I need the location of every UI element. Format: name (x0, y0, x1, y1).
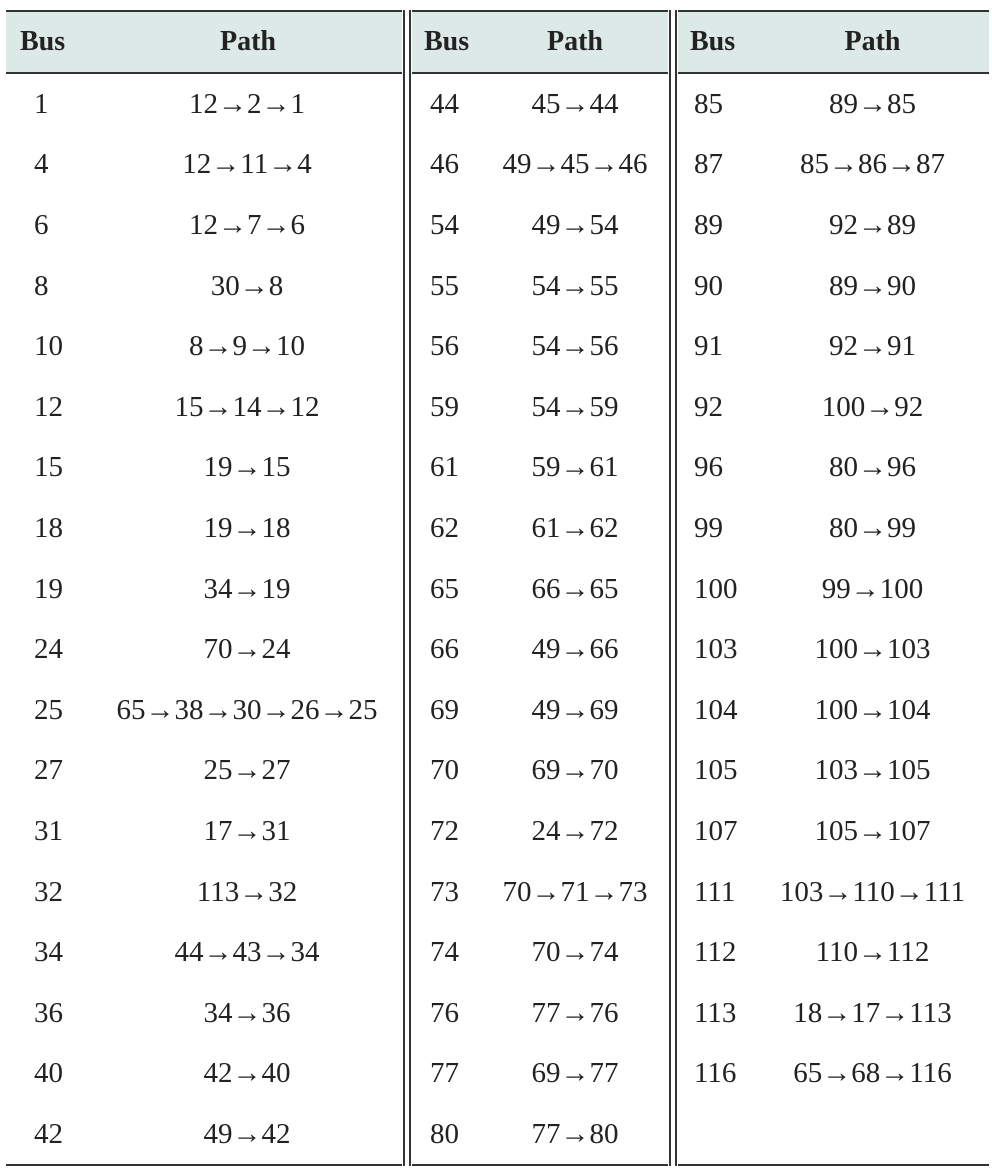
table-row (412, 195, 668, 256)
path-cell: 49→45→46 (502, 148, 648, 181)
table-row (6, 1044, 402, 1105)
table-row (412, 559, 668, 620)
table-group-1 (6, 10, 402, 1166)
bus-cell: 99 (694, 511, 723, 544)
table-row (412, 922, 668, 983)
header-bus: Bus (412, 12, 482, 73)
table-row (678, 316, 989, 377)
bus-cell: 103 (694, 633, 738, 666)
bus-cell: 44 (430, 87, 459, 120)
path-cell: 113→32 (196, 875, 298, 908)
path-cell: 54→56 (531, 330, 619, 363)
table-row (678, 741, 989, 802)
path-cell: 110→112 (815, 936, 930, 969)
table-row (678, 73, 989, 135)
path-cell: 69→77 (531, 1057, 619, 1090)
path-cell: 100→92 (821, 390, 924, 423)
bus-cell: 56 (430, 330, 459, 363)
bus-cell: 32 (34, 875, 63, 908)
table-row (6, 983, 402, 1044)
table-row (412, 256, 668, 317)
table-row (6, 438, 402, 499)
path-cell: 24→72 (531, 814, 619, 847)
path-cell: 89→85 (829, 87, 916, 120)
table-row (412, 498, 668, 559)
path-cell: 70→24 (203, 633, 291, 666)
bus-cell: 80 (430, 1117, 459, 1150)
table-row (678, 619, 989, 680)
path-cell: 49→42 (203, 1117, 291, 1150)
bus-cell: 69 (430, 693, 459, 726)
path-cell: 85→86→87 (800, 148, 945, 181)
table-row (678, 559, 989, 620)
table-row (6, 316, 402, 377)
bus-cell: 31 (34, 814, 63, 847)
table-row (6, 73, 402, 135)
table-row (6, 256, 402, 317)
bus-cell: 113 (694, 996, 737, 1029)
header-path: Path (482, 12, 668, 73)
table-row (412, 680, 668, 741)
path-cell: 42→40 (203, 1057, 291, 1090)
divider-line (669, 10, 671, 1166)
path-cell: 8→9→10 (189, 330, 305, 363)
path-cell: 15→14→12 (174, 390, 320, 423)
path-cell: 61→62 (531, 511, 619, 544)
path-cell: 89→90 (829, 269, 916, 302)
bus-cell: 91 (694, 330, 723, 363)
table-group-2 (412, 10, 668, 1166)
path-cell: 77→76 (531, 996, 619, 1029)
bus-cell: 116 (694, 1057, 737, 1090)
path-cell: 99→100 (821, 572, 924, 605)
divider-line (403, 10, 405, 1166)
path-cell: 59→61 (531, 451, 619, 484)
bus-cell: 89 (694, 208, 723, 241)
bus-cell: 92 (694, 390, 723, 423)
path-cell: 69→70 (531, 754, 619, 787)
table-row (678, 135, 989, 196)
table-row (412, 73, 668, 135)
bus-cell: 59 (430, 390, 459, 423)
path-cell: 66→65 (531, 572, 619, 605)
table-row (412, 1044, 668, 1105)
bus-cell: 27 (34, 754, 63, 787)
bus-cell: 105 (694, 754, 738, 787)
bus-cell: 90 (694, 269, 723, 302)
table-row (6, 741, 402, 802)
path-cell: 92→91 (829, 330, 916, 363)
path-cell: 100→104 (814, 693, 931, 726)
table-row (412, 619, 668, 680)
table-row (6, 135, 402, 196)
table-row (412, 377, 668, 438)
header-bus: Bus (678, 12, 756, 73)
table-row (6, 559, 402, 620)
path-cell: 19→15 (203, 451, 291, 484)
table-row (412, 135, 668, 196)
bus-cell: 76 (430, 996, 459, 1029)
table-row (678, 862, 989, 923)
table-row (678, 195, 989, 256)
table-row (678, 498, 989, 559)
table-row (412, 741, 668, 802)
path-cell: 103→105 (814, 754, 931, 787)
header-row (6, 12, 402, 73)
bus-cell: 4 (34, 148, 49, 181)
bus-cell: 24 (34, 633, 63, 666)
table-row (678, 438, 989, 499)
path-cell: 103→110→111 (779, 875, 966, 908)
path-cell: 65→68→116 (793, 1057, 952, 1090)
bus-cell: 72 (430, 814, 459, 847)
path-cell: 19→18 (203, 511, 291, 544)
table-row (6, 498, 402, 559)
table-row (678, 256, 989, 317)
bus-cell: 70 (430, 754, 459, 787)
table-row (412, 801, 668, 862)
bus-cell: 1 (34, 87, 49, 120)
path-cell: 80→99 (829, 511, 916, 544)
bus-cell: 18 (34, 511, 63, 544)
path-cell: 70→71→73 (502, 875, 648, 908)
path-cell: 80→96 (829, 451, 916, 484)
table-row (678, 801, 989, 862)
header-path: Path (94, 12, 402, 73)
bus-cell: 19 (34, 572, 63, 605)
bus-cell: 12 (34, 390, 63, 423)
path-cell: 100→103 (814, 633, 931, 666)
path-cell: 77→80 (531, 1117, 619, 1150)
header-row (412, 12, 668, 73)
table-row (412, 316, 668, 377)
table-row (678, 983, 989, 1044)
header-bus: Bus (6, 12, 94, 73)
path-cell: 30→8 (210, 269, 284, 302)
table-row (412, 438, 668, 499)
path-cell: 17→31 (203, 814, 291, 847)
table-row (6, 1104, 402, 1165)
path-cell: 12→2→1 (189, 87, 305, 120)
bus-cell: 73 (430, 875, 459, 908)
bus-cell: 111 (694, 875, 736, 908)
table-3 (678, 12, 989, 1104)
table-group-3 (678, 10, 989, 1166)
bus-cell: 112 (694, 936, 737, 969)
header-path: Path (756, 12, 989, 73)
bus-cell: 40 (34, 1057, 63, 1090)
path-cell: 12→11→4 (182, 148, 312, 181)
path-cell: 49→66 (531, 633, 619, 666)
bus-cell: 10 (34, 330, 63, 363)
path-cell: 34→19 (203, 572, 291, 605)
divider-line (675, 10, 677, 1166)
path-cell: 49→54 (531, 208, 619, 241)
path-cell: 34→36 (203, 996, 291, 1029)
table-row (678, 1044, 989, 1105)
divider-line (409, 10, 411, 1166)
table-row (6, 619, 402, 680)
path-cell: 45→44 (531, 87, 619, 120)
bus-cell: 74 (430, 936, 459, 969)
bus-path-table (6, 10, 989, 1166)
table-row (678, 680, 989, 741)
bus-cell: 100 (694, 572, 738, 605)
table-row (412, 862, 668, 923)
bus-cell: 8 (34, 269, 49, 302)
bus-cell: 34 (34, 936, 63, 969)
path-cell: 92→89 (829, 208, 916, 241)
bus-cell: 25 (34, 693, 63, 726)
bus-cell: 46 (430, 148, 459, 181)
path-cell: 25→27 (203, 754, 291, 787)
bus-cell: 36 (34, 996, 63, 1029)
bus-cell: 87 (694, 148, 723, 181)
path-cell: 44→43→34 (174, 936, 320, 969)
bus-cell: 104 (694, 693, 738, 726)
bus-cell: 15 (34, 451, 63, 484)
bus-cell: 107 (694, 814, 738, 847)
header-row (678, 12, 989, 73)
path-cell: 18→17→113 (793, 996, 952, 1029)
bus-cell: 66 (430, 633, 459, 666)
path-cell: 70→74 (531, 936, 619, 969)
bus-cell: 77 (430, 1057, 459, 1090)
bus-cell: 55 (430, 269, 459, 302)
table-row (412, 1104, 668, 1165)
table-row (6, 862, 402, 923)
table-row (6, 801, 402, 862)
bus-cell: 54 (430, 208, 459, 241)
table-row (6, 922, 402, 983)
path-cell: 65→38→30→26→25 (116, 693, 378, 726)
table-row (6, 680, 402, 741)
path-cell: 54→55 (531, 269, 619, 302)
path-cell: 54→59 (531, 390, 619, 423)
bus-cell: 65 (430, 572, 459, 605)
bus-cell: 42 (34, 1117, 63, 1150)
bus-cell: 85 (694, 87, 723, 120)
table-row (6, 377, 402, 438)
path-cell: 49→69 (531, 693, 619, 726)
table-1 (6, 12, 402, 1165)
path-cell: 105→107 (814, 814, 931, 847)
path-cell: 12→7→6 (189, 208, 305, 241)
table-row (6, 195, 402, 256)
bus-cell: 96 (694, 451, 723, 484)
table-row (412, 983, 668, 1044)
bus-cell: 61 (430, 451, 459, 484)
table-row (678, 922, 989, 983)
bus-cell: 6 (34, 208, 49, 241)
bus-cell: 62 (430, 511, 459, 544)
table-2 (412, 12, 668, 1165)
table-row (678, 377, 989, 438)
